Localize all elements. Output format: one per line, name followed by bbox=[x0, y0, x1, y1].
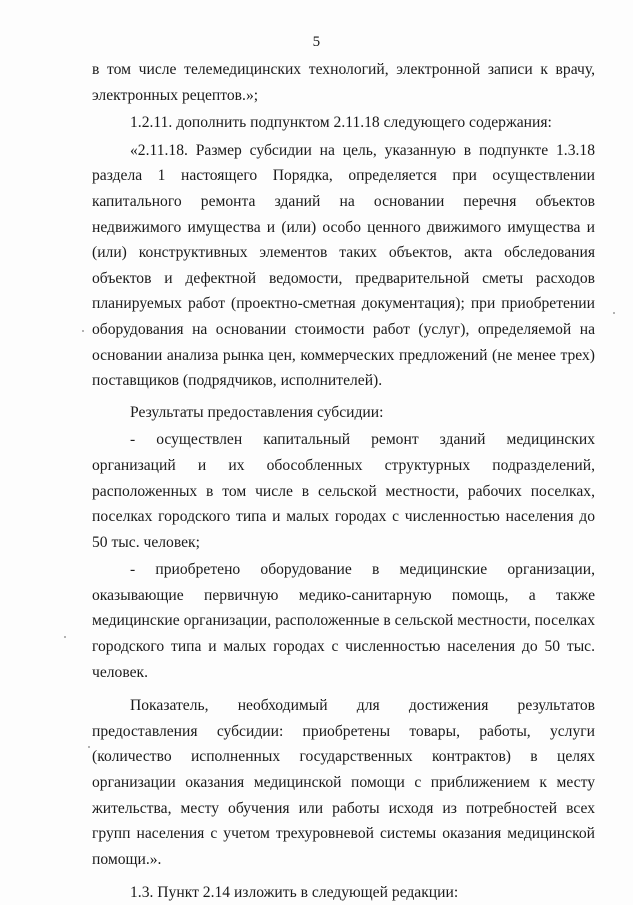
paragraph-result-equipment: - приобретено оборудование в медицинские организации, оказывающие первичную медико-санитарную помощь, а также медицинские организации, расположенные в сельской местности, поселках городского типа и малых городах с численностью населения до 50 тыс. человек. bbox=[92, 561, 595, 681]
paragraph-indicator: Показатель, необходимый для достижения результатов предоставления субсидии: приобретены товары, работы, услуги (количество исполненных государственных контрактов) в целях организации оказания медицинской помощи с приближением к месту жительства, месту обучения или работы исходя из потребностей всех групп населения с учетом трехуровневой системы оказания медицинской помощи.». bbox=[92, 697, 595, 868]
paragraph-continuation: в том числе телемедицинских технологий, электронной записи к врачу, электронных рецептов.»; bbox=[92, 61, 595, 104]
scan-speck bbox=[82, 330, 84, 332]
paragraph-subsidy-size: «2.11.18. Размер субсидии на цель, указанную в подпункте 1.3.18 раздела 1 настоящего Порядка, определяется при осуществлении капитального ремонта зданий на основании перечня объектов недвижимого имущества и (или) особо ценного движимого имущества и (или) конструктивных элементов таких объектов, акта обследования объектов и дефектной ведомости, предварительной сметы расходов планируемых работ (проектно-сметная документация); при приобретении оборудования на основании стоимости работ (услуг), определяемой на основании анализа рынка цен, коммерческих предложений (не менее трех) поставщиков (подрядчиков, исполнителей). bbox=[92, 141, 595, 390]
scan-speck bbox=[64, 636, 66, 638]
page-number: 5 bbox=[312, 34, 321, 50]
paragraph-amendment-1-3: 1.3. Пункт 2.14 изложить в следующей редакции: bbox=[130, 884, 459, 902]
scan-speck bbox=[88, 746, 90, 748]
document-body bbox=[92, 57, 595, 906]
paragraph-results-heading: Результаты предоставления субсидии: bbox=[130, 403, 384, 421]
scan-speck bbox=[613, 312, 615, 314]
paragraph-result-repair: - осуществлен капитальный ремонт зданий медицинских организаций и их обособленных структурных подразделений, расположенных в том числе в сельской местности, рабочих поселках, поселках городского типа и малых городах с численностью населения до 50 тыс. человек; bbox=[92, 431, 595, 551]
paragraph-amendment-1-2-11: 1.2.11. дополнить подпунктом 2.11.18 следующего содержания: bbox=[130, 114, 552, 132]
